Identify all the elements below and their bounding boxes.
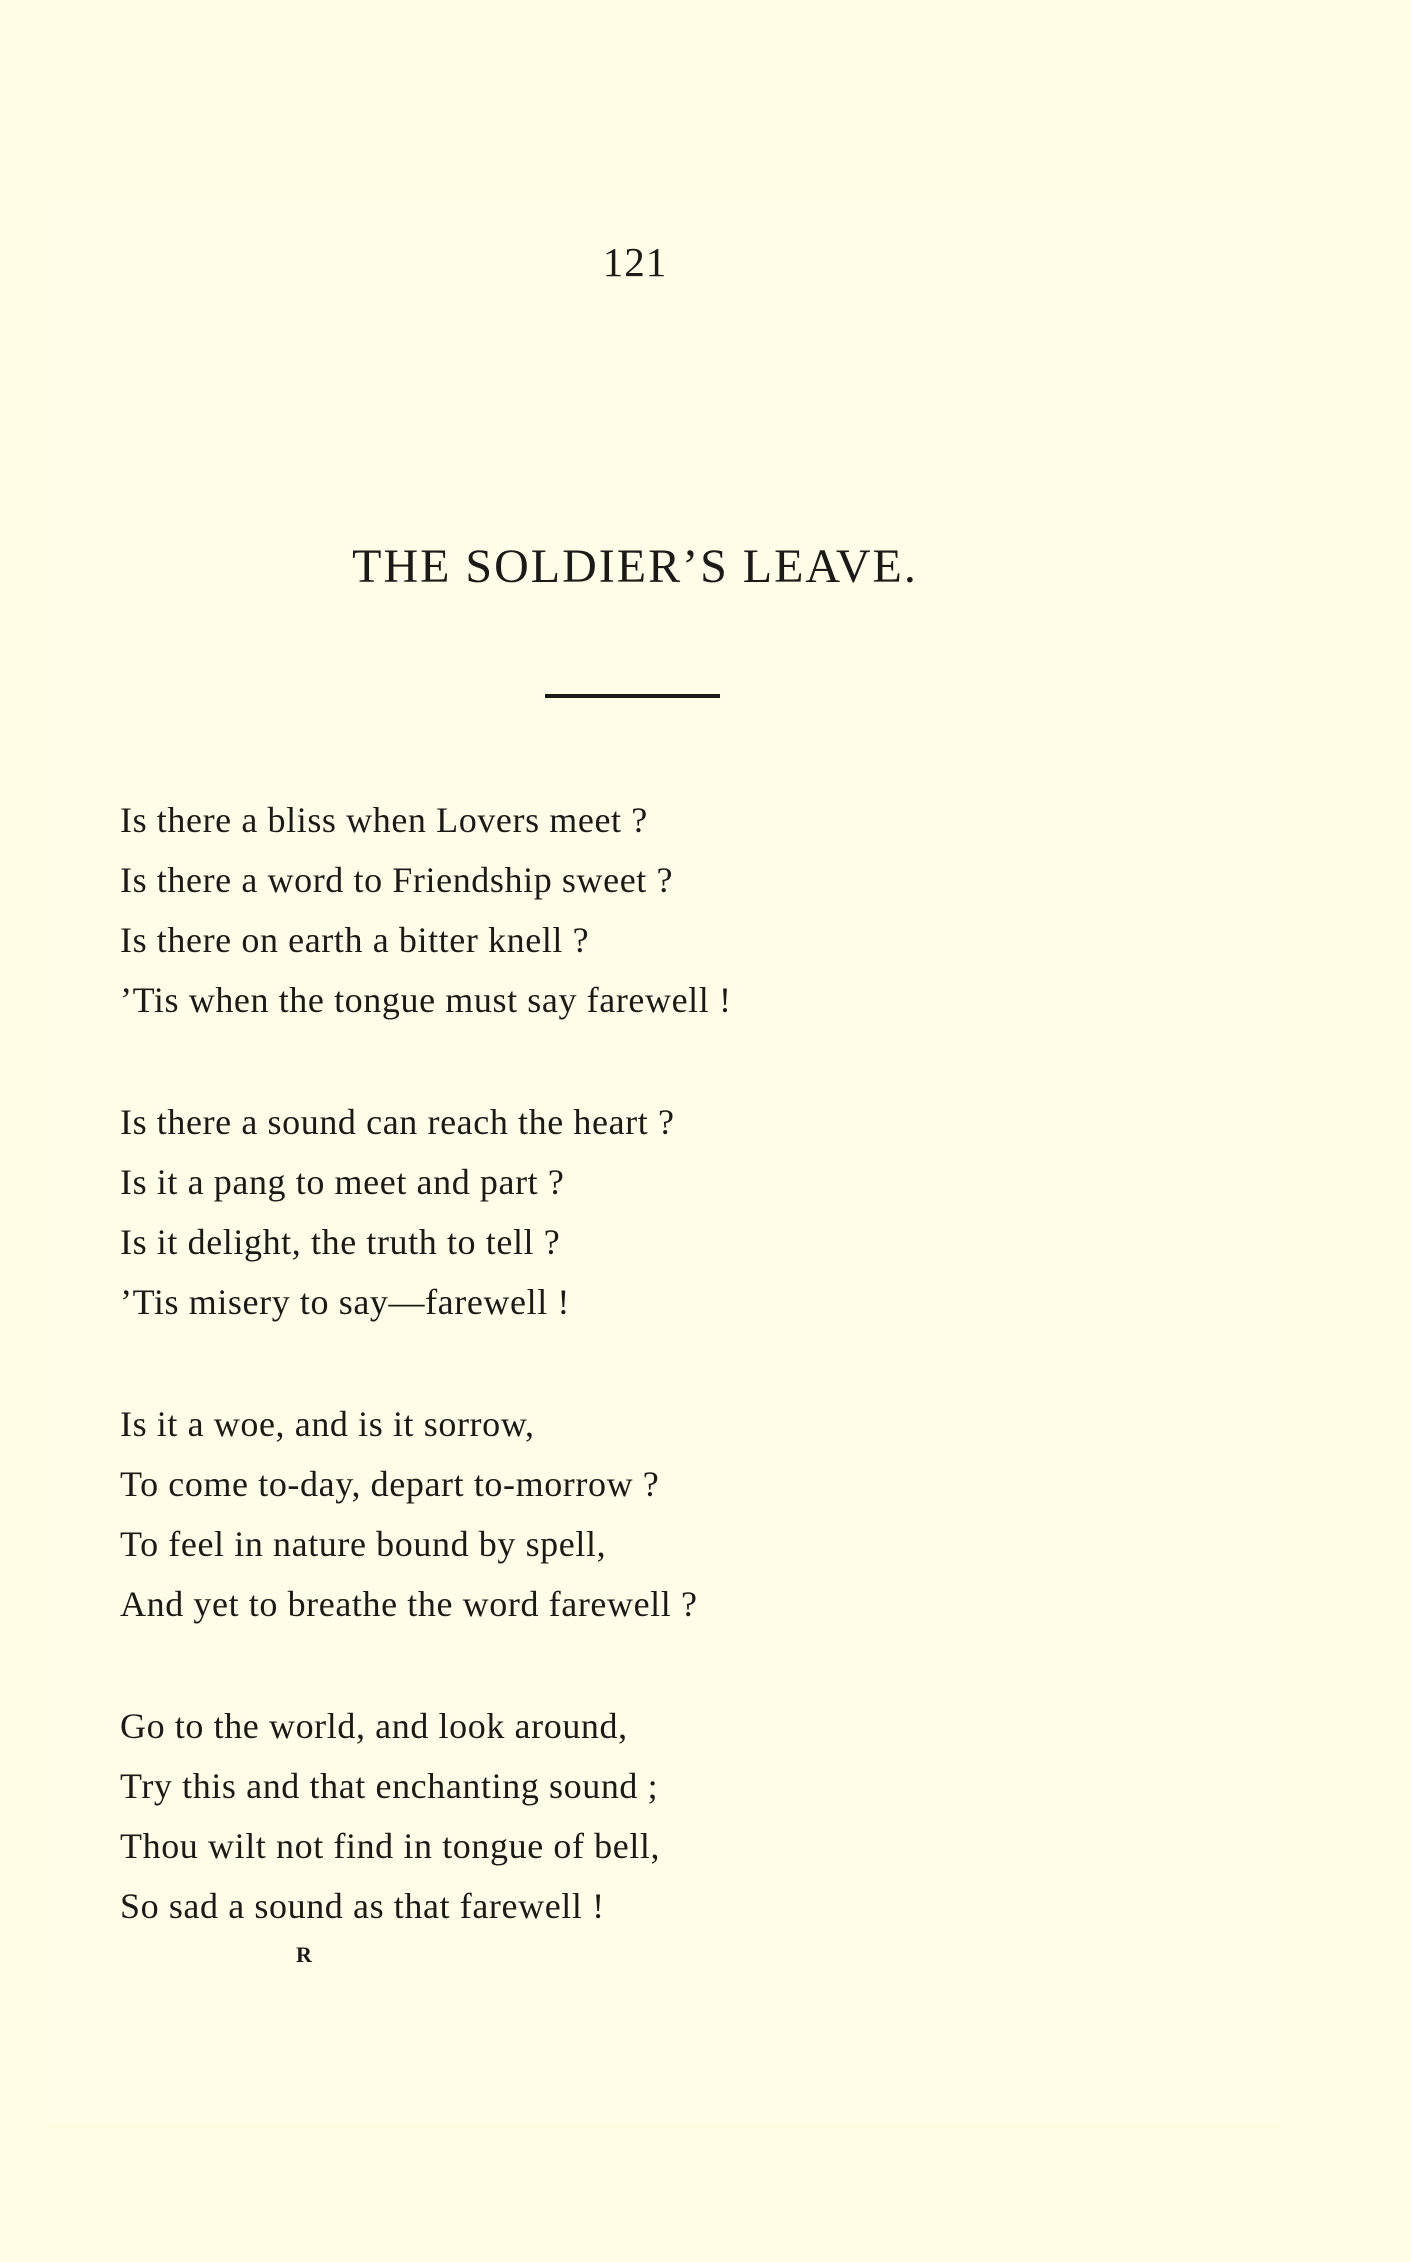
- stanza-3: [120, 1394, 1220, 1634]
- poem-line: Try this and that enchanting sound ;: [120, 1766, 659, 1806]
- stanza-4: [120, 1696, 1220, 1936]
- poem-line: Is it delight, the truth to tell ?: [120, 1222, 561, 1262]
- signature-mark: R: [296, 1942, 312, 1967]
- poem-line: Is there a sound can reach the heart ?: [120, 1102, 675, 1142]
- poem-line: Is there a bliss when Lovers meet ?: [120, 800, 648, 840]
- stanza-1: [120, 790, 1220, 1030]
- poem-line: Is it a pang to meet and part ?: [120, 1162, 565, 1202]
- poem-line: ’Tis when the tongue must say farewell !: [120, 980, 732, 1020]
- poem-line: Thou wilt not find in tongue of bell,: [120, 1826, 661, 1866]
- title-divider-rule: [545, 694, 720, 698]
- poem-line: So sad a sound as that farewell !: [120, 1886, 605, 1926]
- stanza-2: [120, 1092, 1220, 1332]
- poem-line: To feel in nature bound by spell,: [120, 1524, 607, 1564]
- page-number: 121: [602, 239, 668, 285]
- poem-line: Is it a woe, and is it sorrow,: [120, 1404, 535, 1444]
- poem-line: Is there on earth a bitter knell ?: [120, 920, 590, 960]
- poem-body: [120, 790, 1220, 1998]
- poem-title: THE SOLDIER’S LEAVE.: [352, 540, 918, 593]
- poem-line: And yet to breathe the word farewell ?: [120, 1584, 698, 1624]
- poem-line: To come to-day, depart to-morrow ?: [120, 1464, 660, 1504]
- poem-line: ’Tis misery to say—farewell !: [120, 1282, 570, 1322]
- poem-line: Is there a word to Friendship sweet ?: [120, 860, 674, 900]
- poem-line: Go to the world, and look around,: [120, 1706, 628, 1746]
